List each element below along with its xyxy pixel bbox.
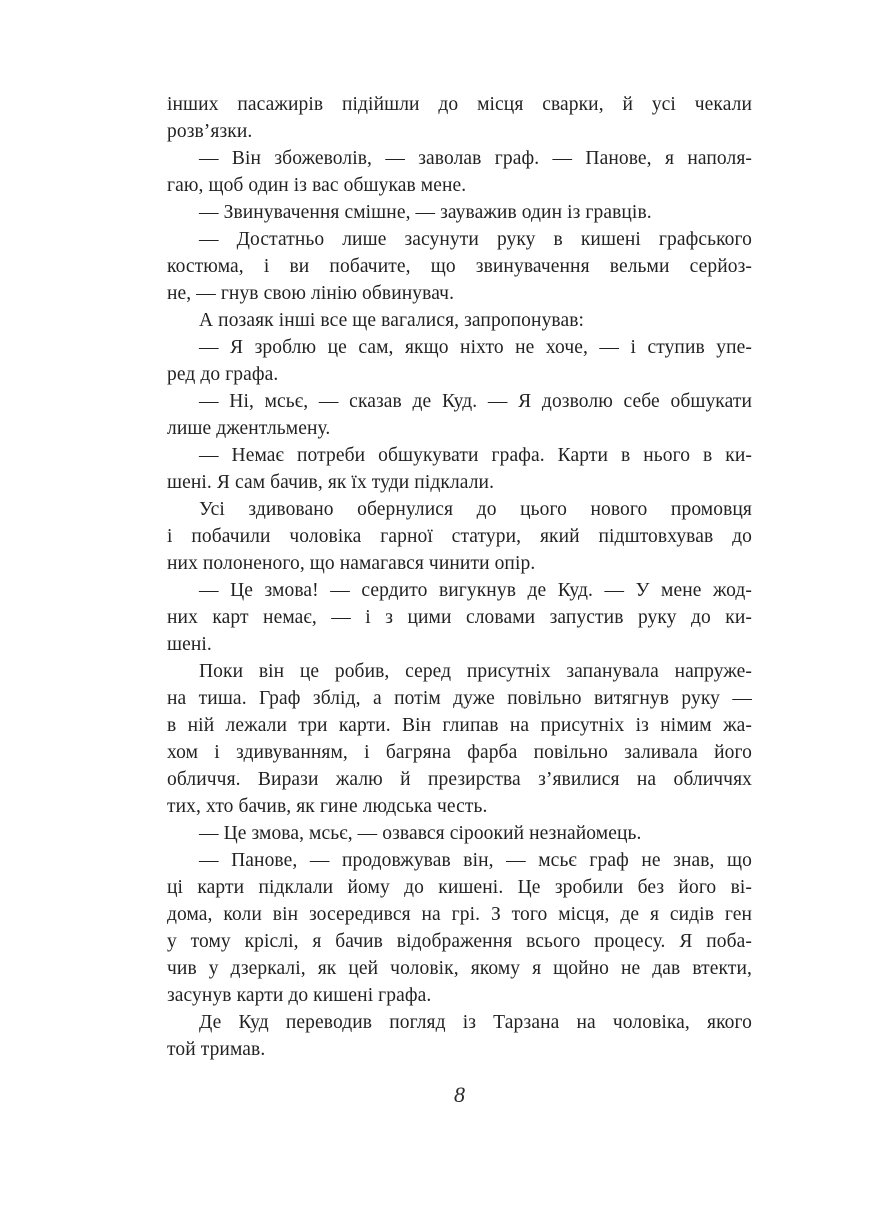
text-line: — Я зроблю це сам, якщо ніхто не хоче, — і ступив упе-	[199, 337, 752, 358]
text-line: у тому кріслі, я бачив відображення всього процесу. Я поба-	[167, 931, 752, 952]
paragraph	[167, 658, 752, 820]
text-line: розв’язки.	[167, 121, 253, 142]
text-line: не, — гнув свою лінію обвинувач.	[167, 283, 455, 304]
text-line: і побачили чоловіка гарної статури, який підштовхував до	[167, 526, 752, 547]
text-line: ці карти підклали йому до кишені. Це зробили без його ві-	[167, 877, 752, 898]
paragraph	[167, 442, 752, 496]
text-line: Усі здивовано обернулися до цього нового промовця	[199, 499, 752, 520]
text-line: Де Куд переводив погляд із Тарзана на чоловіка, якого	[199, 1012, 752, 1033]
text-line: костюма, і ви побачите, що звинувачення вельми серйоз-	[167, 256, 752, 277]
paragraph	[167, 199, 752, 226]
text-line: — Немає потреби обшукувати графа. Карти в нього в ки-	[199, 445, 752, 466]
text-line: ред до графа.	[167, 364, 279, 385]
text-line: них карт немає, — і з цими словами запустив руку до ки-	[167, 607, 752, 628]
paragraph	[167, 820, 752, 847]
paragraph	[167, 496, 752, 577]
paragraph	[167, 334, 752, 388]
paragraph	[167, 307, 752, 334]
text-line: дома, коли він зосередився на грі. З того місця, де я сидів ген	[167, 904, 752, 925]
text-line: гаю, щоб один із вас обшукав мене.	[167, 175, 467, 196]
paragraph	[167, 226, 752, 307]
text-line: той тримав.	[167, 1039, 266, 1060]
paragraph	[167, 847, 752, 1009]
text-line: — Він збожеволів, — заволав граф. — Панове, я наполя-	[199, 148, 752, 169]
text-line: — Це змова, мсьє, — озвався сіроокий незнайомець.	[199, 823, 642, 844]
text-line: в ній лежали три карти. Він глипав на присутніх із німим жа-	[167, 715, 752, 736]
text-line: — Ні, мсьє, — сказав де Куд. — Я дозволю себе обшукати	[199, 391, 752, 412]
text-line: них полоненого, що намагався чинити опір.	[167, 553, 536, 574]
text-line: шені.	[167, 634, 212, 655]
text-line: на тиша. Граф зблід, а потім дуже повільно витягнув руку —	[167, 688, 752, 709]
text-line: шені. Я сам бачив, як їх туди підклали.	[167, 472, 495, 493]
text-line: — Панове, — продовжував він, — мсьє граф не знав, що	[199, 850, 752, 871]
text-line: інших пасажирів підійшли до місця сварки, й усі чекали	[167, 94, 752, 115]
paragraph	[167, 1009, 752, 1063]
text-line: лише джентльмену.	[167, 418, 331, 439]
text-line: Поки він це робив, серед присутніх запанувала напруже-	[199, 661, 752, 682]
text-line: — Звинувачення смішне, — зауважив один із гравців.	[199, 202, 652, 223]
paragraph	[167, 91, 752, 145]
text-line: хом і здивуванням, і багряна фарба повільно заливала його	[167, 742, 752, 763]
text-line: — Достатньо лише засунути руку в кишені графського	[199, 229, 752, 250]
paragraph	[167, 388, 752, 442]
text-line: обличчя. Вирази жалю й презирства з’явилися на обличчях	[167, 769, 752, 790]
paragraph	[167, 577, 752, 658]
text-line: — Це змова! — сердито вигукнув де Куд. — У мене жод-	[199, 580, 752, 601]
paragraph	[167, 145, 752, 199]
text-line: А позаяк інші все ще вагалися, запропонував:	[199, 310, 585, 331]
text-line: тих, хто бачив, як гине людська честь.	[167, 796, 488, 817]
text-block	[167, 91, 752, 1063]
text-line: засунув карти до кишені графа.	[167, 985, 432, 1006]
text-line: чив у дзеркалі, як цей чоловік, якому я щойно не дав втекти,	[167, 958, 752, 979]
page-number: 8	[454, 1082, 465, 1107]
